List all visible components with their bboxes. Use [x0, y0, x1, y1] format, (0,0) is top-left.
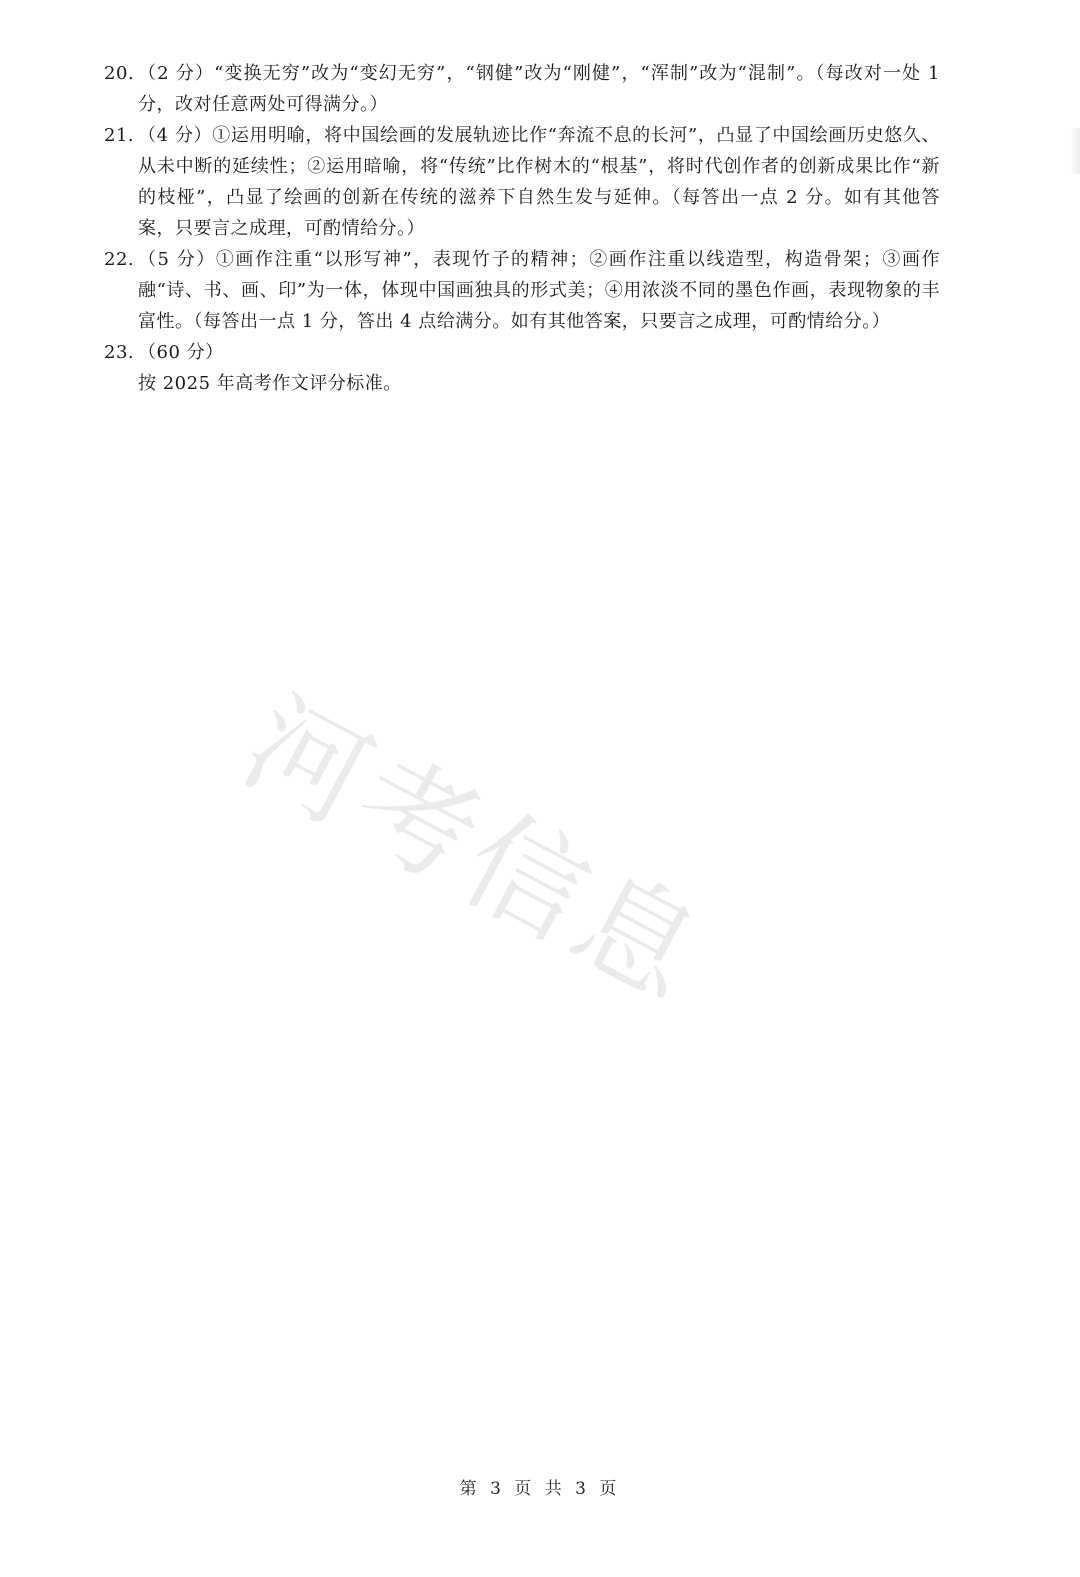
- watermark-text: 河考信息: [223, 672, 726, 1028]
- essay-scoring-note: 按 2025 年高考作文评分标准。: [138, 373, 402, 394]
- answer-text: （60 分）: [138, 342, 224, 363]
- answer-item-23: [104, 337, 940, 368]
- answer-list: [104, 58, 940, 399]
- answer-number: 20.: [104, 63, 135, 84]
- answer-text: （5 分）①画作注重“以形写神”，表现竹子的精神；②画作注重以线造型，构造骨架；③画作融“诗、书、画、印”为一体，体现中国画独具的形式美；④用浓淡不同的墨色作画，表现物象的丰富性。（每答出一点 1 分，答出 4 点给满分。如有其他答案，只要言之成理，可酌情给分。）: [138, 249, 940, 332]
- answer-text: （4 分）①运用明喻，将中国绘画的发展轨迹比作“奔流不息的长河”，凸显了中国绘画历史悠久、从未中断的延续性；②运用暗喻，将“传统”比作树木的“根基”，将时代创作者的创新成果比作“新的枝桠”，凸显了绘画的创新在传统的滋养下自然生发与延伸。（每答出一点 2 分。如有其他答案，只要言之成理，可酌情给分。）: [138, 125, 940, 239]
- watermark: [223, 530, 820, 1028]
- scan-edge-shadow: [1070, 128, 1080, 174]
- answer-number: 21.: [104, 125, 135, 146]
- answer-item-22: [104, 244, 940, 337]
- page-footer: 第 3 页 共 3 页: [459, 1479, 621, 1499]
- answer-text: （2 分）“变换无穷”改为“变幻无穷”，“钢健”改为“刚健”，“浑制”改为“混制”。（每改对一处 1 分，改对任意两处可得满分。）: [138, 63, 940, 115]
- answer-item-21: [104, 120, 940, 244]
- answer-item-20: [104, 58, 940, 120]
- answer-number: 22.: [104, 249, 135, 270]
- answer-number: 23.: [104, 342, 135, 363]
